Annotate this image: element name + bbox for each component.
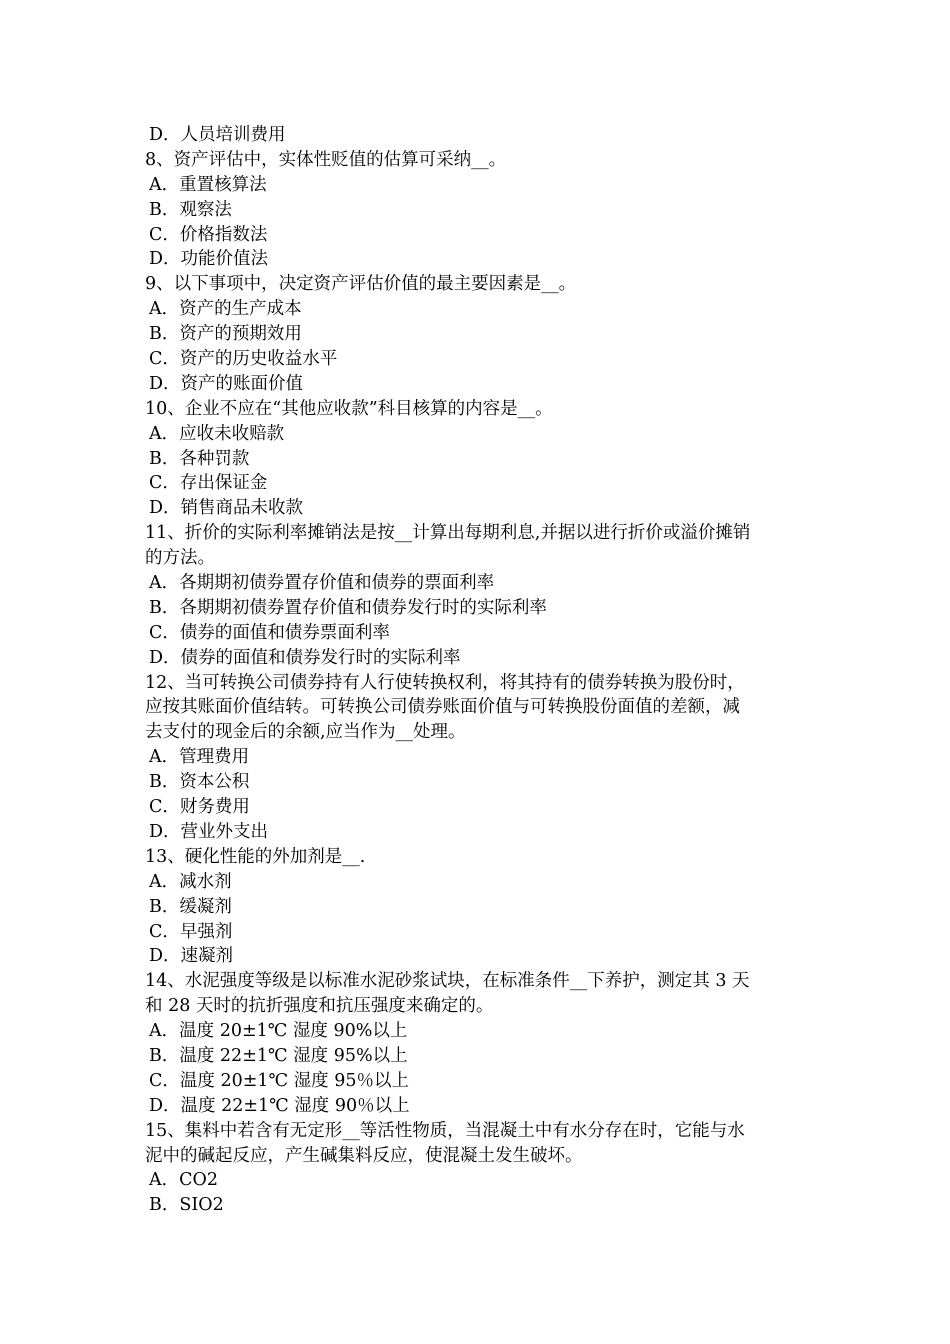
question-text-line: 去支付的现金后的余额,应当作为__处理。 [145, 722, 466, 743]
answer-option-line: C．早强剂 [149, 921, 233, 942]
answer-option-line: B．各种罚款 [149, 448, 250, 469]
answer-option-line: C．存出保证金 [149, 473, 268, 494]
question-text-line: 12、当可转换公司债券持有人行使转换权利，将其持有的债券转换为股份时， [145, 672, 745, 693]
answer-option-line: A．减水剂 [149, 871, 232, 892]
answer-option-line: C．财务费用 [149, 797, 250, 818]
question-text-line: 8、资产评估中，实体性贬值的估算可采纳__。 [145, 149, 507, 170]
document-body [145, 123, 810, 1218]
answer-option-line: D．营业外支出 [149, 821, 269, 842]
answer-option-line: A．资产的生产成本 [149, 299, 302, 320]
answer-option-line: A．管理费用 [149, 747, 250, 768]
answer-option-line: B．观察法 [149, 199, 232, 220]
question-text-line: 10、企业不应在“其他应收款”科目核算的内容是__。 [145, 398, 553, 419]
question-text-line: 和 28 天时的抗折强度和抗压强度来确定的。 [145, 996, 494, 1017]
answer-option-line: A．各期期初债券置存价值和债券的票面利率 [149, 573, 495, 594]
answer-option-line: D．功能价值法 [149, 249, 269, 270]
answer-option-line: A．重置核算法 [149, 174, 267, 195]
question-text-line: 15、集料中若含有无定形__等活性物质，当混凝土中有水分存在时，它能与水 [145, 1120, 745, 1141]
question-text-line: 13、硬化性能的外加剂是__. [145, 846, 366, 867]
answer-option-line: C．债券的面值和债券票面利率 [149, 622, 390, 643]
answer-option-line: A．CO2 [149, 1170, 219, 1191]
answer-option-line: B．资本公积 [149, 772, 250, 793]
answer-option-line: B．温度 22±1℃ 湿度 95%以上 [149, 1045, 408, 1066]
answer-option-line: D．销售商品未收款 [149, 498, 304, 519]
answer-option-line: C．价格指数法 [149, 224, 268, 245]
answer-option-line: B．各期期初债券置存价值和债券发行时的实际利率 [149, 597, 547, 618]
question-text-line: 应按其账面价值结转。可转换公司债券账面价值与可转换股份面值的差额，减 [145, 697, 740, 718]
answer-option-line: D．温度 22±1℃ 湿度 90％以上 [149, 1095, 410, 1116]
answer-option-line: B．资产的预期效用 [149, 324, 302, 345]
answer-option-line: D．债券的面值和债券发行时的实际利率 [149, 647, 461, 668]
answer-option-line: C．温度 20±1℃ 湿度 95％以上 [149, 1070, 409, 1091]
answer-option-line: B．SIO2 [149, 1195, 224, 1216]
answer-option-line: D．资产的账面价值 [149, 373, 304, 394]
answer-option-line: C．资产的历史收益水平 [149, 349, 338, 370]
answer-option-line: D．人员培训费用 [149, 125, 286, 145]
question-text-line: 9、以下事项中，决定资产评估价值的最主要因素是__。 [145, 274, 577, 295]
answer-option-line: B．缓凝剂 [149, 896, 232, 917]
question-text-line: 的方法。 [145, 548, 215, 569]
question-text-line: 11、折价的实际利率摊销法是按__计算出每期利息,并据以进行折价或溢价摊销 [145, 523, 751, 544]
question-text-line: 14、水泥强度等级是以标准水泥砂浆试块，在标准条件__下养护，测定其 3 天 [145, 971, 750, 992]
answer-option-line: A．应收未收赔款 [149, 423, 285, 444]
question-text-line: 泥中的碱起反应，产生碱集料反应，使混凝土发生破坏。 [145, 1145, 583, 1166]
answer-option-line: D．速凝剂 [149, 946, 234, 967]
answer-option-line: A．温度 20±1℃ 湿度 90%以上 [149, 1021, 408, 1042]
